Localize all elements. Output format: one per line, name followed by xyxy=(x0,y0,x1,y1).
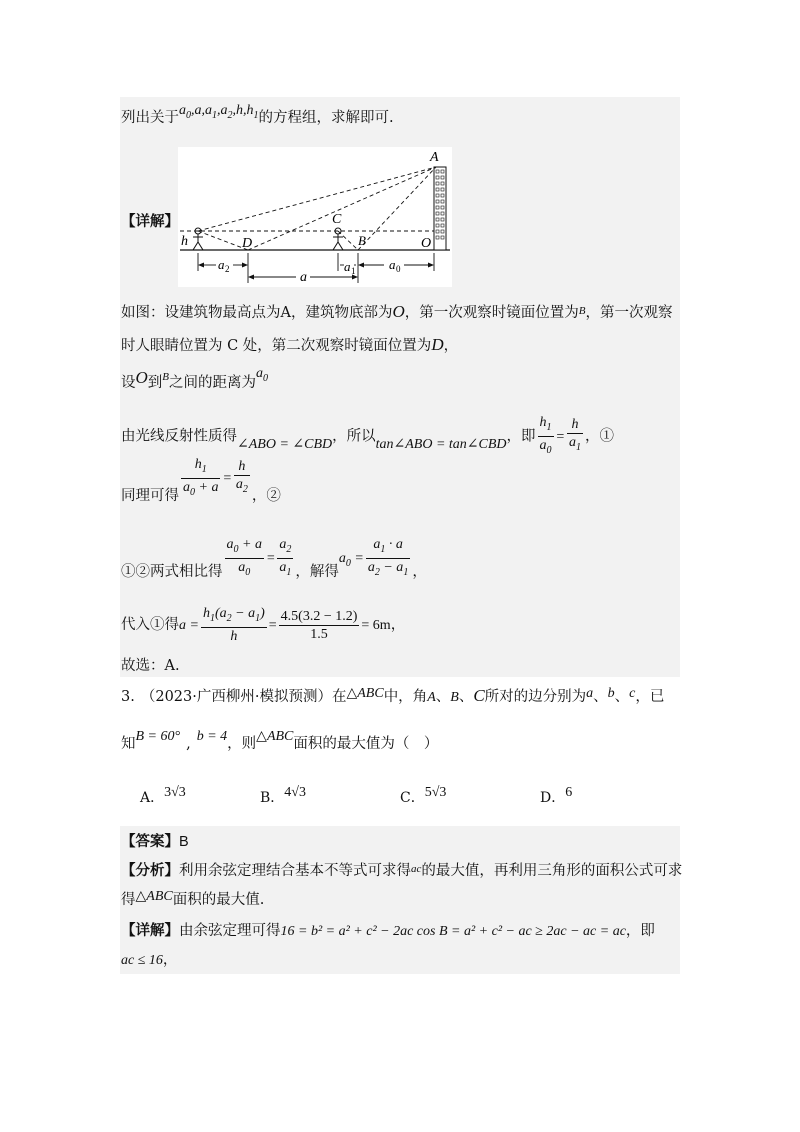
detail-label: 【详解】 xyxy=(121,213,179,230)
conclusion-line: 故选：A. xyxy=(121,658,180,674)
answer-line xyxy=(121,832,189,852)
math-fraction: $\frac{h_1(a_2 - a_1)}{h}$ xyxy=(202,606,265,644)
analysis-line-1 xyxy=(121,861,682,882)
text: 由光线反射性质得 xyxy=(121,428,237,445)
text: ，则 xyxy=(227,736,257,752)
question-3-line-2: 知B = 60° , b = 4，则△ABC面积的最大值为（ ） xyxy=(121,729,439,752)
text: 代入①得 xyxy=(121,617,179,633)
text: ，所以 xyxy=(332,428,376,445)
text: 时人眼睛位置为 C 处，第二次观察时镜面位置为 xyxy=(121,338,432,354)
math-triangle-ABC: △ABC xyxy=(135,889,173,904)
math-result: = 6m xyxy=(361,618,391,633)
math-O: O xyxy=(392,302,405,321)
question-source: （2023·广西柳州·模拟预测）在 xyxy=(140,689,347,705)
math-fraction: $\frac{4.5(3.2 - 1.2)}{1.5}$ xyxy=(280,608,358,642)
label-B: B xyxy=(358,233,366,248)
text: 如图：设建筑物最高点为A，建筑物底部为 xyxy=(121,305,393,321)
text: ，第一次观察 xyxy=(585,305,673,321)
choice-a[interactable] xyxy=(140,785,186,809)
label-D: D xyxy=(242,236,253,251)
question-number: 3. xyxy=(121,689,135,705)
choice-value: 4√3 xyxy=(284,785,306,800)
text: 所对的边分别为 xyxy=(484,689,587,705)
math-angle-eq: ∠ABO = ∠CBD xyxy=(237,437,333,453)
text: ①②两式相比得 xyxy=(121,564,223,581)
math-fraction: $\frac{h_1}{a_0 + a}$ xyxy=(183,457,219,498)
label-O: O xyxy=(421,236,432,251)
math-fraction: $\frac{h}{a_1}$ xyxy=(568,417,581,454)
label-a0: a xyxy=(389,257,396,272)
text: 同理可得 xyxy=(121,488,179,505)
setup-line-3 xyxy=(121,366,269,399)
answer-value: B xyxy=(179,834,189,850)
text: ，解得 xyxy=(295,564,339,581)
text: ， xyxy=(443,338,459,354)
math-cosine-law: 16 = b² = a² + c² − 2ac cos B = a² + c² − ac ≥ 2ac − ac = ac xyxy=(280,924,626,939)
choice-d[interactable] xyxy=(540,785,573,809)
text: 中，角 xyxy=(383,689,428,705)
math-tan-eq: tan∠ABO = tan∠CBD xyxy=(375,437,507,453)
reflection-line: 由光线反射性质得∠ABO = ∠CBD，所以tan∠ABO = tan∠CBD，即 $\frac{h_1}{a_0}$ = $\frac{h}{a_1}$ ，① xyxy=(121,414,614,456)
choice-label: B． xyxy=(260,790,285,806)
math-ac: ac xyxy=(411,863,422,875)
detail2-line-2 xyxy=(121,950,177,971)
math-ac-le-16: ac ≤ 16 xyxy=(121,953,163,968)
reflection-diagram xyxy=(178,147,452,287)
text: 利用余弦定理结合基本不等式可求得 xyxy=(179,863,411,879)
substitute-line: 代入①得a = $\frac{h_1(a_2 - a_1)}{h}$ = $\frac{4.5(3.2 - 1.2)}{1.5}$ = 6m， xyxy=(121,606,406,644)
text: 的最大值，再利用三角形的面积公式可求 xyxy=(421,863,683,879)
setup-line-1 xyxy=(121,302,673,324)
detail2-label: 【详解】 xyxy=(121,922,179,939)
math-fraction: $\frac{h_1}{a_0}$ xyxy=(539,415,552,456)
ratio-line: ①②两式相比得 $\frac{a_0 + a}{a_0}$ = $\frac{a_2}{a_1}$ ，解得$a_0$ = $\frac{a_1 \cdot a}{a_2 - a_1}$ ， xyxy=(121,537,427,581)
math-B: B xyxy=(578,305,586,317)
choice-label: D． xyxy=(540,790,566,806)
choice-label: C． xyxy=(400,790,425,806)
choice-value: 3√3 xyxy=(164,785,186,800)
text: ， xyxy=(412,564,427,581)
math-B: B xyxy=(162,371,170,383)
math-fraction: $\frac{a_2}{a_1}$ xyxy=(279,537,292,578)
detail2-line-1 xyxy=(121,921,655,942)
analysis-line-2 xyxy=(121,890,264,911)
text: ， xyxy=(390,617,406,633)
setup-line-2 xyxy=(121,335,458,356)
label-C: C xyxy=(332,212,342,227)
text: 面积的最大值. xyxy=(172,892,265,908)
label-a: a xyxy=(300,270,307,285)
label-a1-sub: 1 xyxy=(351,266,356,276)
choice-c[interactable] xyxy=(400,785,447,809)
text: ，第一次观察时镜面位置为 xyxy=(404,305,579,321)
text: 的方程组，求解即可. xyxy=(258,110,394,126)
text: 到 xyxy=(147,375,163,391)
text: 之间的距离为 xyxy=(169,375,257,391)
answer-label: 【答案】 xyxy=(121,833,179,850)
math-triangle-ABC: △ABC xyxy=(256,729,294,744)
math-O: O xyxy=(135,368,148,387)
math-fraction: $\frac{a_0 + a}{a_0}$ xyxy=(226,537,262,578)
question-3-line-1: 3. （2023·广西柳州·模拟预测）在△ABC中，角A、B、C所对的边分别为a、b、c，已 xyxy=(121,686,665,705)
label-a0-sub: 0 xyxy=(396,264,401,274)
text: ，即 xyxy=(625,923,655,939)
text: 列出关于 xyxy=(121,110,179,126)
math-B-60: B = 60° xyxy=(135,729,181,744)
text: 由余弦定理可得 xyxy=(179,923,281,939)
math-triangle-ABC: △ABC xyxy=(346,686,384,701)
text: ，已 xyxy=(635,689,665,705)
math-b-4: b = 4 xyxy=(196,729,228,744)
intro-line xyxy=(121,103,394,134)
choice-label: A． xyxy=(140,790,165,806)
text: 设 xyxy=(121,375,136,391)
math-D: D xyxy=(431,335,444,354)
math-fraction: $\frac{h}{a_2}$ xyxy=(235,459,248,496)
label-h: h xyxy=(181,234,188,249)
label-a2: a xyxy=(218,257,225,272)
text: 知 xyxy=(121,736,136,752)
choice-value: 6 xyxy=(565,785,573,800)
text: 面积的最大值为（ ） xyxy=(293,736,439,752)
label-a1: a xyxy=(344,259,351,274)
text: ，① xyxy=(584,428,614,445)
variables-math: $a_0,a,a_1,a_2,h,h_1$ xyxy=(179,103,259,121)
label-a2-sub: 2 xyxy=(225,264,230,274)
math-fraction: $\frac{a_1 \cdot a}{a_2 - a_1}$ xyxy=(367,537,409,578)
text: ，② xyxy=(251,488,281,505)
choice-b[interactable] xyxy=(260,785,306,809)
label-A: A xyxy=(430,150,439,165)
text: ，即 xyxy=(506,428,536,445)
text: 得 xyxy=(121,892,136,908)
analysis-label: 【分析】 xyxy=(121,862,179,879)
text: ， xyxy=(162,952,178,968)
similar-line: 同理可得 $\frac{h_1}{a_0 + a}$ = $\frac{h}{a_2}$ ，② xyxy=(121,457,281,505)
math-a0: $a_0$ xyxy=(256,366,269,384)
choice-value: 5√3 xyxy=(424,785,447,800)
